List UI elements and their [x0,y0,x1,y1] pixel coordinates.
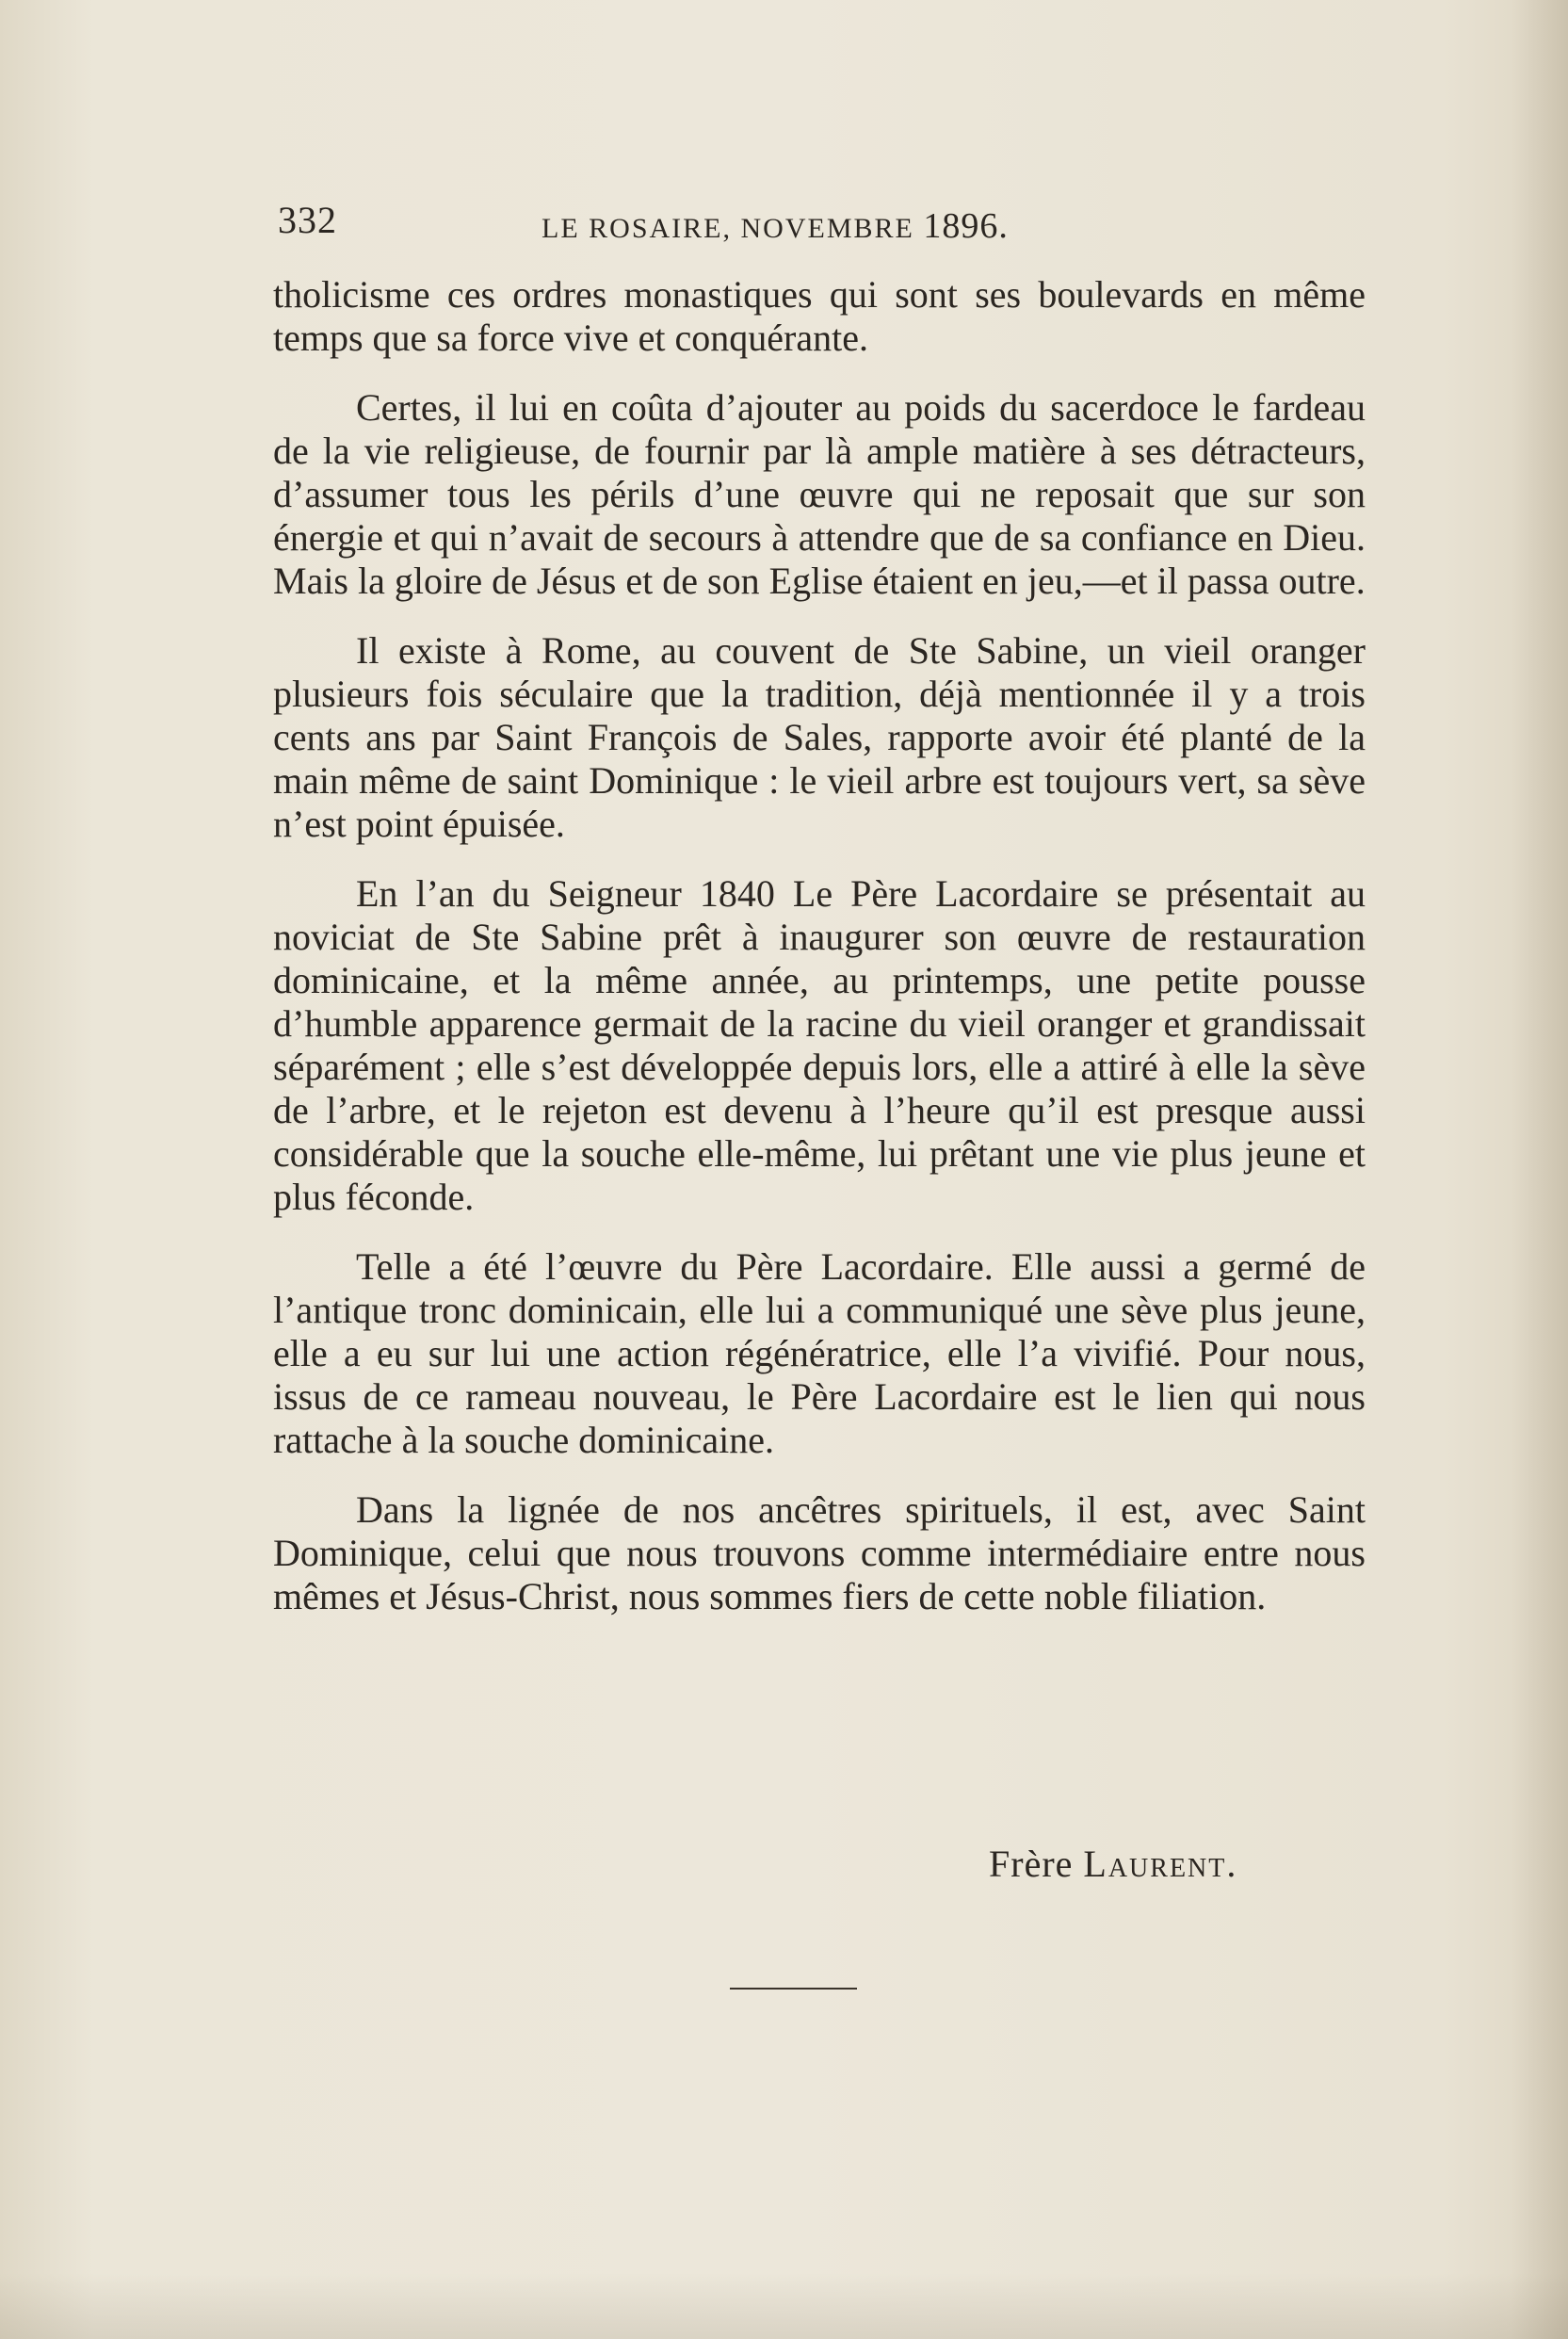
paragraph: Certes, il lui en coûta d’ajouter au poids du sacerdoce le fardeau de la vie religieuse, de fournir par là ample matière à ses détracteurs, d’assumer tous les périls d’une œuvre qui ne reposait que sur son énergie et qui n’avait de secours à attendre que de sa confiance en Dieu. Mais la gloire de Jésus et de son Eglise étaient en jeu,—et il passa outre. [273,386,1366,602]
paragraph: tholicisme ces ordres monastiques qui sont ses boulevards en même temps que sa force vive et conquérante. [273,273,1366,359]
running-title-year: 1896. [923,206,1009,246]
paragraph: Il existe à Rome, au couvent de Ste Sabine, un vieil oranger plusieurs fois séculaire que la tradition, déjà mentionnée il y a trois cents ans par Saint François de Sales, rapporte avoir été planté de la main même de saint Dominique : le vieil arbre est toujours vert, sa sève n’est point épuisée. [273,629,1366,845]
end-rule [730,1988,857,1990]
article-body [273,273,1366,1645]
running-title-text: LE ROSAIRE, NOVEMBRE [542,213,914,244]
signature-name: Laurent. [1083,1843,1238,1885]
paragraph: Telle a été l’œuvre du Père Lacordaire. Elle aussi a germé de l’antique tronc dominicain, elle lui a communiqué une sève plus jeune, elle a eu sur lui une action régénératrice, elle l’a vivifié. Pour nous, issus de ce rameau nouveau, le Père Lacordaire est le lien qui nous rattache à la souche dominicaine. [273,1245,1366,1461]
page-number: 332 [278,199,337,241]
signature-prefix: Frère [989,1843,1074,1885]
author-signature [989,1842,1237,1886]
page-bottom-shadow [0,2273,1568,2339]
page-edge-shadow [1511,0,1568,2339]
running-title [542,205,1009,247]
paragraph: Dans la lignée de nos ancêtres spirituels, il est, avec Saint Dominique, celui que nous trouvons comme intermédiaire entre nous mêmes et Jésus-Christ, nous sommes fiers de cette noble filiation. [273,1488,1366,1617]
running-header [278,198,1102,254]
paragraph: En l’an du Seigneur 1840 Le Père Lacordaire se présentait au noviciat de Ste Sabine prêt à inaugurer son œuvre de restauration dominicaine, et la même année, au printemps, une petite pousse d’humble apparence germait de la racine du vieil oranger et grandissait séparément ; elle s’est développée depuis lors, elle a attiré à elle la sève de l’arbre, et le rejeton est devenu à l’heure qu’il est presque aussi considérable que la souche elle-même, lui prêtant une vie plus jeune et plus féconde. [273,872,1366,1218]
